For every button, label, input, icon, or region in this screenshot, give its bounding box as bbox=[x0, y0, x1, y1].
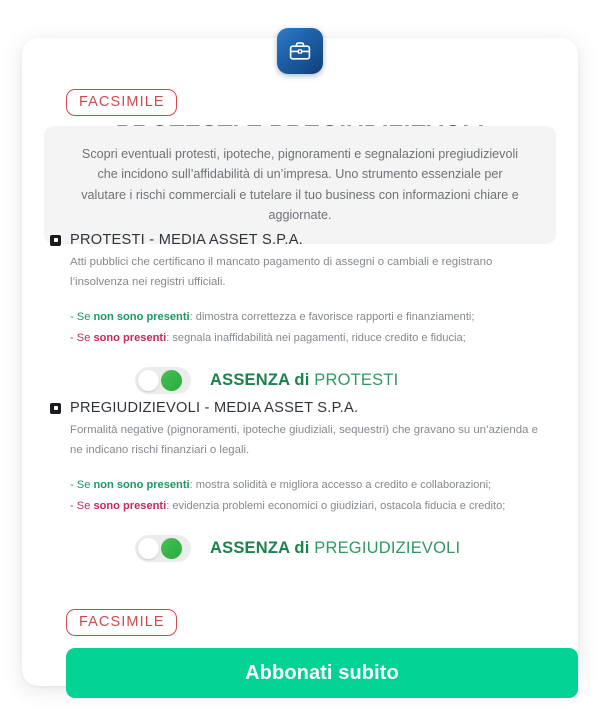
point-rest: : evidenzia problemi economici o giudiziari, ostacola fiducia e credito; bbox=[166, 499, 506, 512]
point-negative bbox=[70, 328, 556, 349]
point-rest: : dimostra correttezza e favorisce rapporti e finanziamenti; bbox=[189, 310, 475, 323]
section-body: Atti pubblici che certificano il mancato pagamento di assegni o cambiali e registrano l’insolvenza nei registri ufficiali. bbox=[70, 256, 493, 288]
point-dash: - bbox=[70, 331, 74, 344]
facsimile-badge-bottom-label: FACSIMILE bbox=[66, 609, 177, 636]
point-lead: Se bbox=[76, 499, 94, 512]
toggle-label-strong: ASSENZA bbox=[210, 370, 290, 389]
facsimile-badge-bottom bbox=[66, 609, 177, 636]
briefcase-icon bbox=[288, 39, 312, 63]
point-positive bbox=[70, 307, 556, 328]
toggle-row-protesti bbox=[135, 367, 556, 394]
point-dash: - bbox=[70, 310, 74, 323]
toggle-knob-on-icon bbox=[161, 538, 182, 559]
point-lead: Se bbox=[76, 331, 94, 344]
toggle-row-pregiudizievoli bbox=[135, 535, 556, 562]
point-dash: - bbox=[70, 499, 74, 512]
report-card bbox=[22, 38, 578, 686]
point-negative bbox=[70, 496, 556, 517]
point-rest: : segnala inaffidabilità nei pagamenti, riduce credito e fiducia; bbox=[166, 331, 466, 344]
toggle-label-pregiudizievoli bbox=[210, 539, 460, 558]
toggle-label-strong: ASSENZA bbox=[210, 538, 290, 557]
section-points bbox=[70, 307, 556, 349]
toggle-label-mid: di bbox=[289, 538, 315, 557]
facsimile-badge-top bbox=[66, 89, 177, 116]
toggle-switch-protesti[interactable] bbox=[135, 367, 191, 394]
square-bullet-icon bbox=[50, 403, 61, 414]
point-emphasis: sono presenti bbox=[93, 331, 167, 344]
point-lead: Se bbox=[76, 478, 94, 491]
point-lead: Se bbox=[76, 310, 94, 323]
toggle-label-rest: PREGIUDIZIEVOLI bbox=[314, 538, 461, 557]
section-body: Formalità negative (pignoramenti, ipoteche giudiziali, sequestri) che gravano su un’azienda e ne indicano rischi finanziari o legali. bbox=[70, 424, 538, 456]
point-rest: : mostra solidità e migliora accesso a credito e collaborazioni; bbox=[189, 478, 492, 491]
point-positive bbox=[70, 475, 556, 496]
description-text: Scopri eventuali protesti, ipoteche, pignoramenti e segnalazioni pregiudizievoli che incidono sull’affidabilità di un’impresa. Uno strumento essenziale per valutare i rischi commerciali e tutelare il tuo business con informazioni chiare e aggiornate. bbox=[81, 147, 519, 223]
toggle-knob-off-icon bbox=[138, 538, 159, 559]
section-title: PREGIUDIZIEVOLI - MEDIA ASSET S.P.A. bbox=[70, 400, 359, 416]
point-emphasis: non sono presenti bbox=[93, 310, 190, 323]
square-bullet-icon bbox=[50, 235, 61, 246]
section-points bbox=[70, 475, 556, 517]
toggle-knob-on-icon bbox=[161, 370, 182, 391]
subscribe-button[interactable]: Abbonati subito bbox=[66, 648, 578, 698]
facsimile-badge-top-label: FACSIMILE bbox=[66, 89, 177, 116]
section-pregiudizievoli bbox=[50, 400, 556, 562]
section-title: PROTESTI - MEDIA ASSET S.P.A. bbox=[70, 232, 303, 248]
point-emphasis: sono presenti bbox=[93, 499, 167, 512]
point-dash: - bbox=[70, 478, 74, 491]
section-header bbox=[50, 232, 556, 248]
toggle-label-protesti bbox=[210, 371, 398, 390]
briefcase-badge bbox=[277, 28, 323, 74]
toggle-label-mid: di bbox=[289, 370, 315, 389]
toggle-knob-off-icon bbox=[138, 370, 159, 391]
section-protesti bbox=[50, 232, 556, 394]
description-panel bbox=[44, 126, 556, 244]
section-header bbox=[50, 400, 556, 416]
point-emphasis: non sono presenti bbox=[93, 478, 190, 491]
toggle-label-rest: PROTESTI bbox=[314, 370, 399, 389]
toggle-switch-pregiudizievoli[interactable] bbox=[135, 535, 191, 562]
